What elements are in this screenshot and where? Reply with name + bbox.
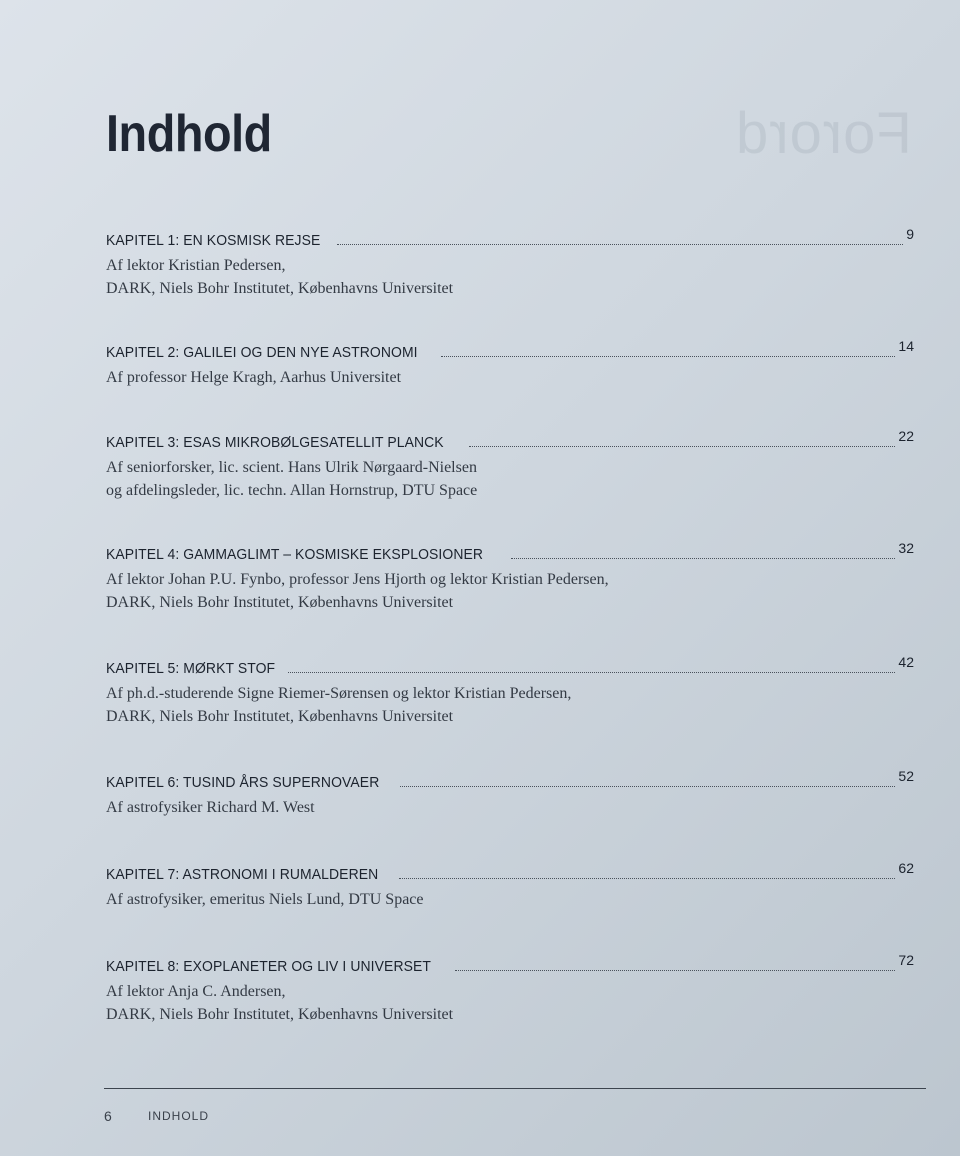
chapter-title: KAPITEL 4: GAMMAGLIMT – KOSMISKE EKSPLOSIONER	[106, 546, 484, 563]
page-number: 72	[898, 952, 914, 968]
show-through-text: Forord	[735, 101, 912, 166]
author-line: DARK, Niels Bohr Institutet, Københavns Universitet	[106, 708, 454, 725]
page-number: 52	[898, 768, 914, 784]
chapter-title: KAPITEL 3: ESAS MIKROBØLGESATELLIT PLANCK	[106, 434, 444, 451]
chapter-title: KAPITEL 5: MØRKT STOF	[106, 660, 276, 677]
dot-leader	[469, 445, 895, 447]
toc-entry-line	[106, 226, 914, 254]
page-number: 42	[898, 654, 914, 670]
footer-section-label: INDHOLD	[148, 1109, 210, 1123]
author-line: Af seniorforsker, lic. scient. Hans Ulrik Nørgaard-Nielsen	[106, 459, 477, 476]
page-title: Indhold	[106, 105, 272, 163]
toc-entry-6	[106, 768, 914, 819]
toc-entry-5	[106, 654, 914, 728]
author-line: DARK, Niels Bohr Institutet, Københavns Universitet	[106, 280, 454, 297]
toc-entry-8	[106, 952, 914, 1026]
toc-entry-line	[106, 338, 914, 366]
toc-entry-line	[106, 654, 914, 682]
author-line: og afdelingsleder, lic. techn. Allan Hornstrup, DTU Space	[106, 482, 478, 499]
chapter-title: KAPITEL 6: TUSIND ÅRS SUPERNOVAER	[106, 774, 380, 791]
toc-entry-line	[106, 768, 914, 796]
toc-entry-line	[106, 952, 914, 980]
author-line: Af professor Helge Kragh, Aarhus Universitet	[106, 369, 402, 386]
footer-page-number: 6	[104, 1108, 112, 1124]
chapter-title: KAPITEL 8: EXOPLANETER OG LIV I UNIVERSET	[106, 958, 432, 975]
dot-leader	[441, 355, 895, 357]
dot-leader	[400, 785, 895, 787]
page-number: 32	[898, 540, 914, 556]
dot-leader	[399, 877, 896, 879]
toc-entry-line	[106, 540, 914, 568]
toc-entry-line	[106, 428, 914, 456]
chapter-title: KAPITEL 2: GALILEI OG DEN NYE ASTRONOMI	[106, 344, 418, 361]
page-number: 14	[898, 338, 914, 354]
author-line: Af astrofysiker Richard M. West	[106, 799, 315, 816]
dot-leader	[288, 671, 896, 673]
toc-entry-line	[106, 860, 914, 888]
page-number: 9	[906, 226, 914, 242]
author-line: Af astrofysiker, emeritus Niels Lund, DTU Space	[106, 891, 424, 908]
toc-entry-4	[106, 540, 914, 614]
chapter-title: KAPITEL 7: ASTRONOMI I RUMALDEREN	[106, 866, 379, 883]
toc-entry-7	[106, 860, 914, 911]
author-line: Af lektor Johan P.U. Fynbo, professor Jens Hjorth og lektor Kristian Pedersen,	[106, 571, 609, 588]
page-number: 22	[898, 428, 914, 444]
author-line: Af ph.d.-studerende Signe Riemer-Sørensen og lektor Kristian Pedersen,	[106, 685, 572, 702]
author-line: Af lektor Kristian Pedersen,	[106, 257, 286, 274]
author-line: Af lektor Anja C. Andersen,	[106, 983, 286, 1000]
author-line: DARK, Niels Bohr Institutet, Københavns Universitet	[106, 594, 454, 611]
toc-entry-2	[106, 338, 914, 389]
toc-entry-1	[106, 226, 914, 300]
dot-leader	[455, 969, 895, 971]
page-number: 62	[898, 860, 914, 876]
footer-divider	[104, 1088, 926, 1089]
dot-leader	[511, 557, 895, 559]
chapter-title: KAPITEL 1: EN KOSMISK REJSE	[106, 232, 321, 249]
author-line: DARK, Niels Bohr Institutet, Københavns Universitet	[106, 1006, 454, 1023]
dot-leader	[337, 243, 904, 245]
toc-entry-3	[106, 428, 914, 502]
